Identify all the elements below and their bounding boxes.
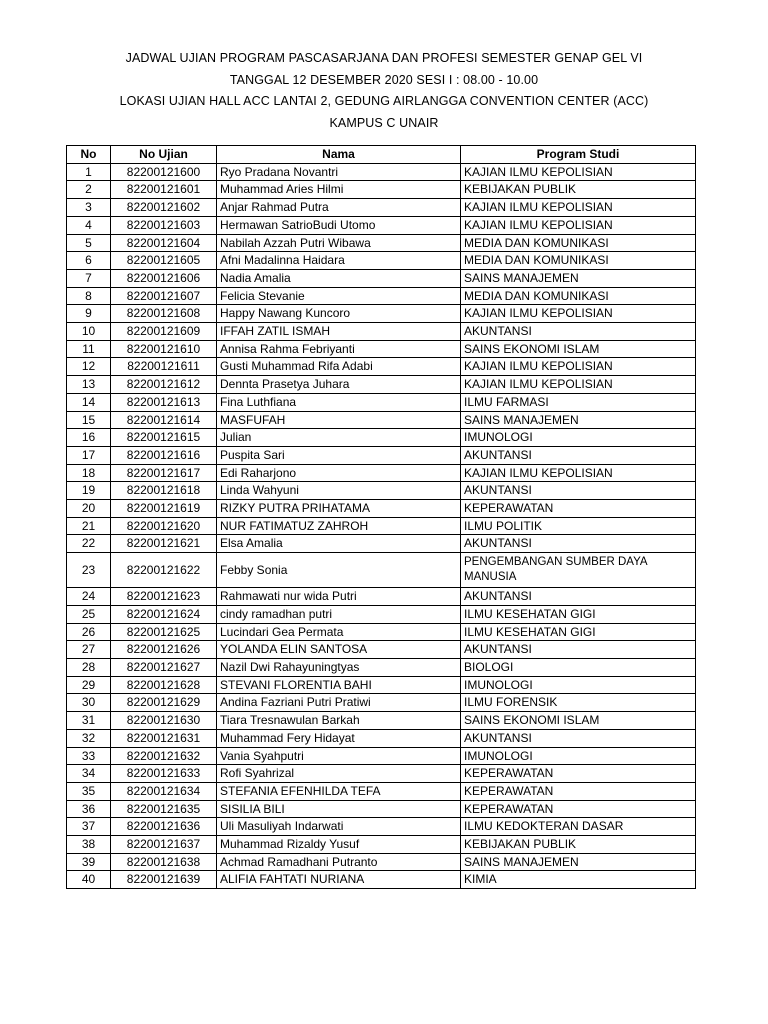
cell-no: 28	[67, 658, 111, 676]
cell-nama: Annisa Rahma Febriyanti	[217, 340, 461, 358]
cell-nama: RIZKY PUTRA PRIHATAMA	[217, 500, 461, 518]
table-row	[67, 676, 696, 694]
table-row	[67, 800, 696, 818]
cell-no-ujian: 82200121632	[111, 747, 217, 765]
cell-no: 14	[67, 393, 111, 411]
cell-program-studi: AKUNTANSI	[461, 588, 696, 606]
table-row	[67, 853, 696, 871]
cell-no-ujian: 82200121611	[111, 358, 217, 376]
cell-no-ujian: 82200121628	[111, 676, 217, 694]
cell-nama: ALIFIA FAHTATI NURIANA	[217, 871, 461, 889]
cell-nama: Nabilah Azzah Putri Wibawa	[217, 234, 461, 252]
cell-nama: Nadia Amalia	[217, 269, 461, 287]
cell-nama: Edi Raharjono	[217, 464, 461, 482]
cell-no-ujian: 82200121613	[111, 393, 217, 411]
cell-program-studi: IMUNOLOGI	[461, 429, 696, 447]
cell-program-studi: SAINS EKONOMI ISLAM	[461, 712, 696, 730]
column-header-program-studi: Program Studi	[461, 146, 696, 164]
table-row	[67, 393, 696, 411]
cell-no-ujian: 82200121637	[111, 836, 217, 854]
cell-no: 25	[67, 605, 111, 623]
cell-nama: Felicia Stevanie	[217, 287, 461, 305]
column-header-nama: Nama	[217, 146, 461, 164]
cell-no: 2	[67, 181, 111, 199]
table-row	[67, 553, 696, 588]
table-body	[67, 163, 696, 888]
table-row	[67, 216, 696, 234]
cell-program-studi: KAJIAN ILMU KEPOLISIAN	[461, 163, 696, 181]
cell-no: 31	[67, 712, 111, 730]
cell-no-ujian: 82200121606	[111, 269, 217, 287]
table-row	[67, 836, 696, 854]
cell-no-ujian: 82200121619	[111, 500, 217, 518]
table-row	[67, 464, 696, 482]
table-row	[67, 446, 696, 464]
cell-nama: Afni Madalinna Haidara	[217, 252, 461, 270]
cell-nama: Linda Wahyuni	[217, 482, 461, 500]
cell-no-ujian: 82200121617	[111, 464, 217, 482]
cell-program-studi: KEPERAWATAN	[461, 500, 696, 518]
cell-no: 10	[67, 323, 111, 341]
cell-no: 16	[67, 429, 111, 447]
cell-program-studi: KEPERAWATAN	[461, 765, 696, 783]
cell-program-studi: SAINS EKONOMI ISLAM	[461, 340, 696, 358]
cell-no: 7	[67, 269, 111, 287]
cell-program-studi: ILMU KESEHATAN GIGI	[461, 623, 696, 641]
cell-program-studi: MEDIA DAN KOMUNIKASI	[461, 252, 696, 270]
cell-program-studi: KAJIAN ILMU KEPOLISIAN	[461, 216, 696, 234]
cell-no: 23	[67, 553, 111, 588]
cell-nama: Rahmawati nur wida Putri	[217, 588, 461, 606]
cell-no: 34	[67, 765, 111, 783]
table-row	[67, 765, 696, 783]
cell-nama: Muhammad Fery Hidayat	[217, 729, 461, 747]
cell-no-ujian: 82200121626	[111, 641, 217, 659]
cell-program-studi: AKUNTANSI	[461, 323, 696, 341]
table-row	[67, 482, 696, 500]
cell-nama: Muhammad Rizaldy Yusuf	[217, 836, 461, 854]
cell-no: 18	[67, 464, 111, 482]
cell-nama: YOLANDA ELIN SANTOSA	[217, 641, 461, 659]
cell-no: 36	[67, 800, 111, 818]
cell-no-ujian: 82200121601	[111, 181, 217, 199]
cell-program-studi: IMUNOLOGI	[461, 747, 696, 765]
cell-no: 32	[67, 729, 111, 747]
cell-nama: Gusti Muhammad Rifa Adabi	[217, 358, 461, 376]
cell-no: 3	[67, 199, 111, 217]
cell-no-ujian: 82200121631	[111, 729, 217, 747]
cell-no: 9	[67, 305, 111, 323]
table-row	[67, 871, 696, 889]
cell-no: 13	[67, 376, 111, 394]
cell-no-ujian: 82200121629	[111, 694, 217, 712]
table-row	[67, 429, 696, 447]
column-header-no: No	[67, 146, 111, 164]
cell-no-ujian: 82200121602	[111, 199, 217, 217]
cell-nama: Julian	[217, 429, 461, 447]
cell-no-ujian: 82200121621	[111, 535, 217, 553]
cell-program-studi: PENGEMBANGAN SUMBER DAYA MANUSIA	[461, 553, 696, 588]
cell-nama: STEVANI FLORENTIA BAHI	[217, 676, 461, 694]
cell-no: 8	[67, 287, 111, 305]
cell-program-studi: AKUNTANSI	[461, 535, 696, 553]
header-campus: KAMPUS C UNAIR	[329, 115, 439, 130]
table-row	[67, 588, 696, 606]
cell-program-studi: AKUNTANSI	[461, 729, 696, 747]
cell-program-studi: ILMU POLITIK	[461, 517, 696, 535]
cell-nama: SISILIA BILI	[217, 800, 461, 818]
cell-no-ujian: 82200121608	[111, 305, 217, 323]
table-row	[67, 199, 696, 217]
column-header-no-ujian: No Ujian	[111, 146, 217, 164]
cell-nama: Hermawan SatrioBudi Utomo	[217, 216, 461, 234]
cell-no-ujian: 82200121635	[111, 800, 217, 818]
cell-no: 30	[67, 694, 111, 712]
cell-program-studi: KAJIAN ILMU KEPOLISIAN	[461, 305, 696, 323]
cell-no-ujian: 82200121609	[111, 323, 217, 341]
cell-no: 20	[67, 500, 111, 518]
table-row	[67, 729, 696, 747]
cell-no: 35	[67, 782, 111, 800]
cell-program-studi: KAJIAN ILMU KEPOLISIAN	[461, 376, 696, 394]
cell-no-ujian: 82200121634	[111, 782, 217, 800]
table-row	[67, 411, 696, 429]
cell-no-ujian: 82200121604	[111, 234, 217, 252]
table-row	[67, 747, 696, 765]
cell-program-studi: KAJIAN ILMU KEPOLISIAN	[461, 358, 696, 376]
table-row	[67, 305, 696, 323]
cell-nama: Lucindari Gea Permata	[217, 623, 461, 641]
cell-nama: Rofi Syahrizal	[217, 765, 461, 783]
header-title: JADWAL UJIAN PROGRAM PASCASARJANA DAN PROFESI SEMESTER GENAP GEL VI	[125, 51, 643, 65]
cell-program-studi: IMUNOLOGI	[461, 676, 696, 694]
cell-nama: Nazil Dwi Rahayuningtyas	[217, 658, 461, 676]
cell-no-ujian: 82200121615	[111, 429, 217, 447]
cell-nama: Dennta Prasetya Juhara	[217, 376, 461, 394]
cell-program-studi: KEBIJAKAN PUBLIK	[461, 181, 696, 199]
table-row	[67, 517, 696, 535]
cell-no-ujian: 82200121622	[111, 553, 217, 588]
cell-program-studi: SAINS MANAJEMEN	[461, 269, 696, 287]
cell-no: 27	[67, 641, 111, 659]
table-row	[67, 181, 696, 199]
table-row	[67, 535, 696, 553]
cell-no-ujian: 82200121630	[111, 712, 217, 730]
cell-nama: STEFANIA EFENHILDA TEFA	[217, 782, 461, 800]
table-row	[67, 252, 696, 270]
cell-program-studi: ILMU FARMASI	[461, 393, 696, 411]
table-row	[67, 658, 696, 676]
cell-nama: Achmad Ramadhani Putranto	[217, 853, 461, 871]
cell-no-ujian: 82200121620	[111, 517, 217, 535]
table-row	[67, 358, 696, 376]
cell-no-ujian: 82200121607	[111, 287, 217, 305]
cell-program-studi: KAJIAN ILMU KEPOLISIAN	[461, 464, 696, 482]
cell-no-ujian: 82200121636	[111, 818, 217, 836]
cell-program-studi: KAJIAN ILMU KEPOLISIAN	[461, 199, 696, 217]
cell-nama: Vania Syahputri	[217, 747, 461, 765]
table-row	[67, 623, 696, 641]
cell-nama: Ryo Pradana Novantri	[217, 163, 461, 181]
cell-no-ujian: 82200121627	[111, 658, 217, 676]
cell-program-studi: ILMU KEDOKTERAN DASAR	[461, 818, 696, 836]
cell-no-ujian: 82200121633	[111, 765, 217, 783]
cell-no: 29	[67, 676, 111, 694]
cell-no: 22	[67, 535, 111, 553]
cell-no: 17	[67, 446, 111, 464]
cell-no: 4	[67, 216, 111, 234]
cell-no: 38	[67, 836, 111, 854]
table-row	[67, 269, 696, 287]
cell-program-studi: MEDIA DAN KOMUNIKASI	[461, 287, 696, 305]
table-row	[67, 376, 696, 394]
cell-no: 19	[67, 482, 111, 500]
cell-no-ujian: 82200121624	[111, 605, 217, 623]
cell-nama: Muhammad Aries Hilmi	[217, 181, 461, 199]
cell-nama: Anjar Rahmad Putra	[217, 199, 461, 217]
cell-no: 6	[67, 252, 111, 270]
header-location: LOKASI UJIAN HALL ACC LANTAI 2, GEDUNG AIRLANGGA CONVENTION CENTER (ACC)	[119, 94, 649, 108]
table-row	[67, 163, 696, 181]
table-row	[67, 500, 696, 518]
table-row	[67, 818, 696, 836]
cell-no: 39	[67, 853, 111, 871]
cell-no-ujian: 82200121625	[111, 623, 217, 641]
table-row	[67, 712, 696, 730]
cell-program-studi: KEPERAWATAN	[461, 800, 696, 818]
cell-program-studi: ILMU FORENSIK	[461, 694, 696, 712]
cell-no-ujian: 82200121610	[111, 340, 217, 358]
cell-no: 12	[67, 358, 111, 376]
cell-nama: MASFUFAH	[217, 411, 461, 429]
cell-no: 5	[67, 234, 111, 252]
exam-roster-table	[66, 145, 696, 889]
cell-no: 15	[67, 411, 111, 429]
cell-program-studi: SAINS MANAJEMEN	[461, 853, 696, 871]
cell-no: 11	[67, 340, 111, 358]
cell-nama: Elsa Amalia	[217, 535, 461, 553]
table-row	[67, 641, 696, 659]
header-date-session: TANGGAL 12 DESEMBER 2020 SESI I : 08.00 - 10.00	[229, 72, 539, 87]
cell-nama: Uli Masuliyah Indarwati	[217, 818, 461, 836]
cell-no-ujian: 82200121638	[111, 853, 217, 871]
cell-no-ujian: 82200121605	[111, 252, 217, 270]
cell-no: 40	[67, 871, 111, 889]
cell-nama: Tiara Tresnawulan Barkah	[217, 712, 461, 730]
table-header-row	[67, 146, 696, 164]
cell-no-ujian: 82200121612	[111, 376, 217, 394]
cell-nama: Andina Fazriani Putri Pratiwi	[217, 694, 461, 712]
cell-nama: Fina Luthfiana	[217, 393, 461, 411]
cell-program-studi: AKUNTANSI	[461, 446, 696, 464]
table-row	[67, 287, 696, 305]
cell-nama: IFFAH ZATIL ISMAH	[217, 323, 461, 341]
cell-no: 1	[67, 163, 111, 181]
table-row	[67, 323, 696, 341]
cell-no-ujian: 82200121623	[111, 588, 217, 606]
table-row	[67, 694, 696, 712]
cell-no: 26	[67, 623, 111, 641]
cell-program-studi: AKUNTANSI	[461, 482, 696, 500]
table-row	[67, 234, 696, 252]
cell-no-ujian: 82200121618	[111, 482, 217, 500]
cell-no-ujian: 82200121616	[111, 446, 217, 464]
cell-no: 33	[67, 747, 111, 765]
cell-program-studi: ILMU KESEHATAN GIGI	[461, 605, 696, 623]
cell-nama: Puspita Sari	[217, 446, 461, 464]
cell-nama: cindy ramadhan putri	[217, 605, 461, 623]
table-row	[67, 782, 696, 800]
cell-no-ujian: 82200121639	[111, 871, 217, 889]
document-header	[0, 48, 768, 134]
cell-program-studi: KIMIA	[461, 871, 696, 889]
cell-program-studi: KEPERAWATAN	[461, 782, 696, 800]
cell-no-ujian: 82200121614	[111, 411, 217, 429]
cell-no: 21	[67, 517, 111, 535]
cell-no: 37	[67, 818, 111, 836]
cell-nama: Febby Sonia	[217, 553, 461, 588]
table-row	[67, 340, 696, 358]
cell-nama: NUR FATIMATUZ ZAHROH	[217, 517, 461, 535]
cell-program-studi: KEBIJAKAN PUBLIK	[461, 836, 696, 854]
table-row	[67, 605, 696, 623]
cell-no-ujian: 82200121603	[111, 216, 217, 234]
cell-no: 24	[67, 588, 111, 606]
cell-program-studi: SAINS MANAJEMEN	[461, 411, 696, 429]
cell-no-ujian: 82200121600	[111, 163, 217, 181]
cell-nama: Happy Nawang Kuncoro	[217, 305, 461, 323]
cell-program-studi: BIOLOGI	[461, 658, 696, 676]
cell-program-studi: MEDIA DAN KOMUNIKASI	[461, 234, 696, 252]
cell-program-studi: AKUNTANSI	[461, 641, 696, 659]
